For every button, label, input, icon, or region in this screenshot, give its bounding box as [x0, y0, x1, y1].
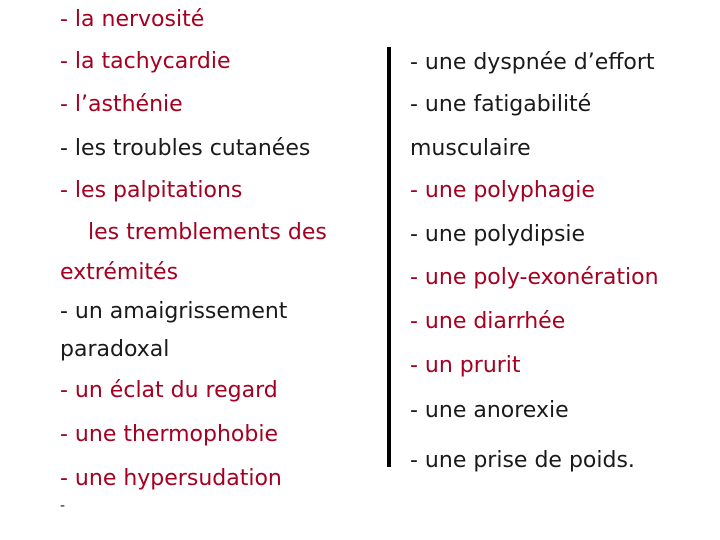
right-item-prurit: - un prurit [410, 353, 521, 378]
right-item-dyspnee: - une dyspnée d’effort [410, 50, 655, 75]
right-item-prise-de-poids: - une prise de poids. [410, 448, 635, 473]
left-item-tremblements-1: les tremblements des [88, 220, 327, 245]
right-item-polyphagie: - une polyphagie [410, 178, 595, 203]
right-item-polydipsie: - une polydipsie [410, 222, 586, 247]
left-item-amaigrissement-2: paradoxal [60, 337, 170, 362]
left-item-nervosite: - la nervosité [60, 7, 205, 32]
left-item-palpitations: - les palpitations [60, 178, 243, 203]
right-item-fatigabilite-1: - une fatigabilité [410, 92, 592, 117]
left-item-eclat-regard: - un éclat du regard [60, 378, 278, 403]
left-item-tachycardie: - la tachycardie [60, 49, 231, 74]
column-divider [387, 47, 391, 467]
right-item-poly-exoneration: - une poly-exonération [410, 265, 659, 290]
left-item-thermophobie: - une thermophobie [60, 422, 278, 447]
left-item-tremblements-2: extrémités [60, 260, 179, 285]
left-trailing-dash: - [60, 498, 66, 514]
left-item-amaigrissement-1: - un amaigrissement [60, 299, 288, 324]
left-item-hypersudation: - une hypersudation [60, 466, 282, 491]
right-item-anorexie: - une anorexie [410, 398, 569, 423]
left-item-asthenie: - l’asthénie [60, 92, 183, 117]
right-item-diarrhee: - une diarrhée [410, 309, 566, 334]
right-item-fatigabilite-2: musculaire [410, 136, 531, 161]
left-item-troubles-cutanes: - les troubles cutanées [60, 136, 311, 161]
